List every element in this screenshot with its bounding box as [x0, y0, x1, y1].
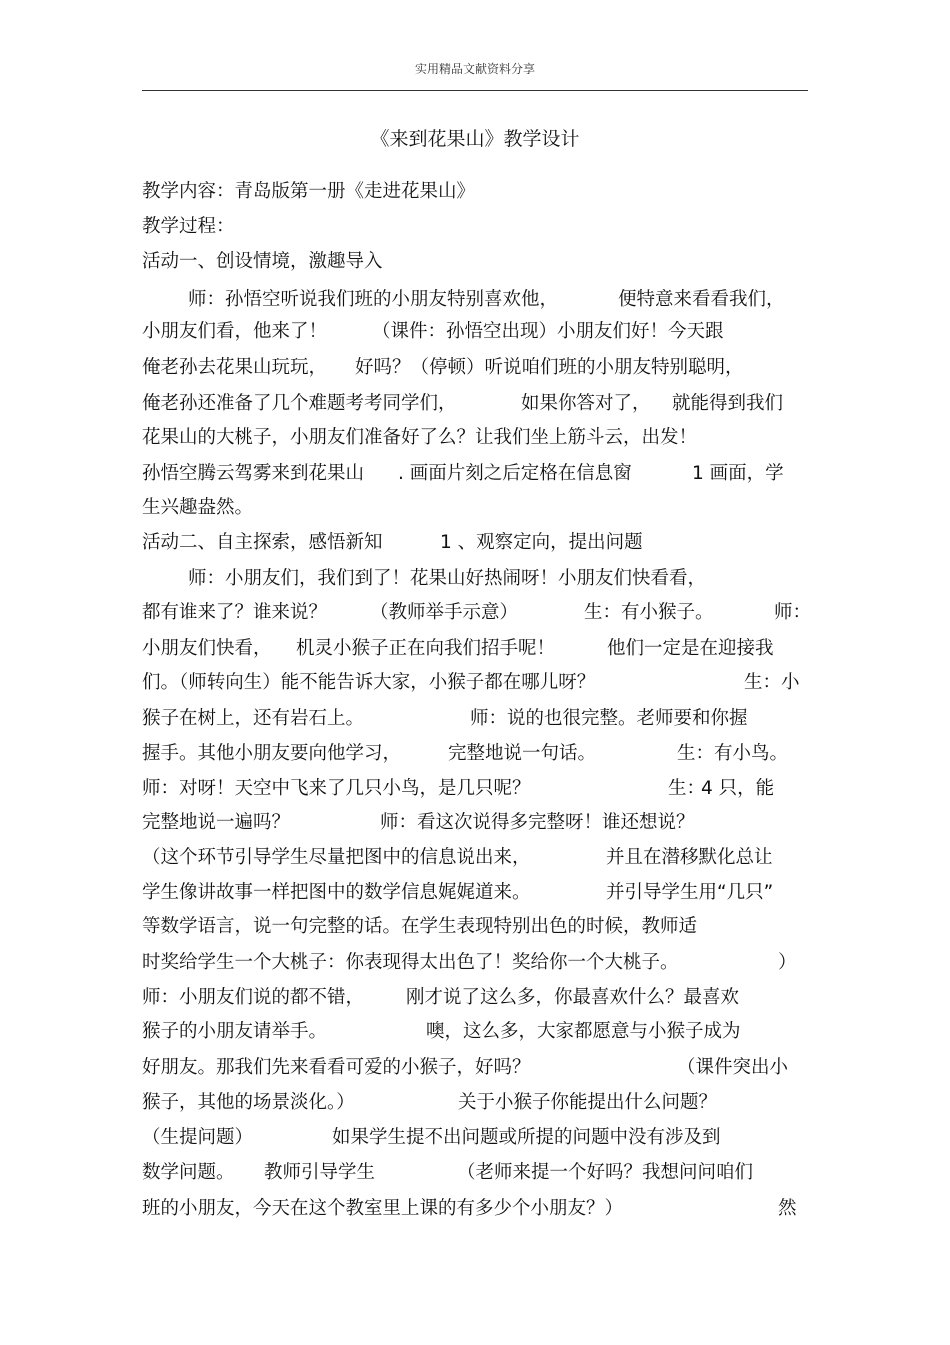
- text-segment: 教学过程：: [142, 216, 235, 237]
- text-segment: 他们一定是在迎接我: [607, 638, 774, 659]
- text-segment: 等数学语言，说一句完整的话。在学生表现特别出色的时候，教师适: [142, 916, 698, 937]
- text-segment: 生：: [668, 778, 706, 799]
- text-segment: 便特意来看看我们，: [618, 289, 785, 310]
- text-segment: （课件突出小: [677, 1057, 789, 1078]
- text-segment: 花果山的大桃子，小朋友们准备好了么？让我们坐上筋斗云，出发！: [142, 427, 698, 448]
- text-segment: （课件：孙悟空出现）小朋友们好！今天跟: [372, 321, 724, 342]
- text-segment: 学生像讲故事一样把图中的数学信息娓娓道来。: [142, 882, 531, 903]
- page-header: 实用精品文献资料分享: [414, 62, 535, 76]
- text-segment: 猴子的小朋友请举手。: [142, 1021, 328, 1042]
- text-segment: 噢，这么多，大家都愿意与小猴子成为: [426, 1021, 741, 1042]
- text-segment: . 画面片刻之后定格在信息窗: [398, 463, 632, 484]
- header-divider: [142, 90, 808, 91]
- text-segment: 俺老孙还准备了几个难题考考同学们，: [142, 393, 457, 414]
- text-segment: 小朋友们看，他来了！: [142, 321, 328, 342]
- text-segment: 师：说的也很完整。老师要和你握: [470, 708, 748, 729]
- text-segment: 如果学生提不出问题或所提的问题中没有涉及到: [332, 1127, 721, 1148]
- text-segment: 师：孙悟空听说我们班的小朋友特别喜欢他，: [188, 289, 559, 310]
- text-segment: 1 、观察定向，提出问题: [440, 532, 643, 553]
- text-segment: 然: [778, 1198, 797, 1219]
- text-segment: 教学内容：青岛版第一册《走进花果山》: [142, 181, 476, 202]
- text-segment: 时奖给学生一个大桃子：你表现得太出色了！奖给你一个大桃子。: [142, 952, 679, 973]
- text-segment: 师：小朋友们，我们到了！花果山好热闹呀！小朋友们快看看，: [188, 568, 707, 589]
- text-segment: 好吗？（停顿）听说咱们班的小朋友特别聪明，: [355, 357, 744, 378]
- text-segment: 生：小: [744, 672, 800, 693]
- text-segment: ）: [778, 952, 797, 973]
- document-title: 《来到花果山》教学设计: [370, 128, 580, 150]
- text-segment: 都有谁来了？谁来说？: [142, 602, 328, 623]
- text-segment: 机灵小猴子正在向我们招手呢！: [296, 638, 556, 659]
- text-segment: 握手。其他小朋友要向他学习，: [142, 743, 402, 764]
- text-segment: 数学问题。: [142, 1162, 235, 1183]
- text-segment: 猴子在树上，还有岩石上。: [142, 708, 365, 729]
- text-segment: 猴子，其他的场景淡化。）: [142, 1092, 355, 1113]
- text-segment: 们。（师转向生）能不能告诉大家，小猴子都在哪儿呀？: [142, 672, 596, 693]
- text-segment: 师：对呀！天空中飞来了几只小鸟，是几只呢？: [142, 778, 531, 799]
- text-segment: 生：有小鸟。: [677, 743, 789, 764]
- text-segment: 就能得到我们: [672, 393, 784, 414]
- text-segment: 完整地说一遍吗？: [142, 812, 291, 833]
- text-segment: 如果你答对了，: [521, 393, 651, 414]
- text-segment: （这个环节引导学生尽量把图中的信息说出来，: [142, 847, 531, 868]
- text-segment: 师：看这次说得多完整呀！谁还想说？: [380, 812, 695, 833]
- text-segment: 小朋友们快看，: [142, 638, 272, 659]
- text-segment: 好朋友。那我们先来看看可爱的小猴子，好吗？: [142, 1057, 531, 1078]
- text-segment: 并引导学生用“几只”: [606, 882, 774, 903]
- text-segment: 关于小猴子你能提出什么问题？: [458, 1092, 718, 1113]
- text-segment: 活动一、创设情境，激趣导入: [142, 251, 383, 272]
- text-segment: 完整地说一句话。: [448, 743, 597, 764]
- text-segment: 生兴趣盎然。: [142, 497, 254, 518]
- text-segment: 4 只，能: [701, 778, 775, 799]
- text-segment: 师：: [774, 602, 812, 623]
- text-segment: 教师引导学生: [264, 1162, 376, 1183]
- text-segment: 1 画面，学: [692, 463, 784, 484]
- text-segment: 俺老孙去花果山玩玩，: [142, 357, 328, 378]
- text-segment: 生：有小猴子。: [584, 602, 714, 623]
- text-segment: （教师举手示意）: [370, 602, 519, 623]
- text-segment: 刚才说了这么多，你最喜欢什么？最喜欢: [406, 987, 740, 1008]
- text-segment: 并且在潜移默化总让: [606, 847, 773, 868]
- text-segment: （生提问题）: [142, 1127, 254, 1148]
- text-segment: 师：小朋友们说的都不错，: [142, 987, 365, 1008]
- text-segment: 班的小朋友，今天在这个教室里上课的有多少个小朋友？）: [142, 1198, 624, 1219]
- text-segment: （老师来提一个好吗？我想问问咱们: [457, 1162, 754, 1183]
- text-segment: 孙悟空腾云驾雾来到花果山: [142, 463, 365, 484]
- text-segment: 活动二、自主探索，感悟新知: [142, 532, 383, 553]
